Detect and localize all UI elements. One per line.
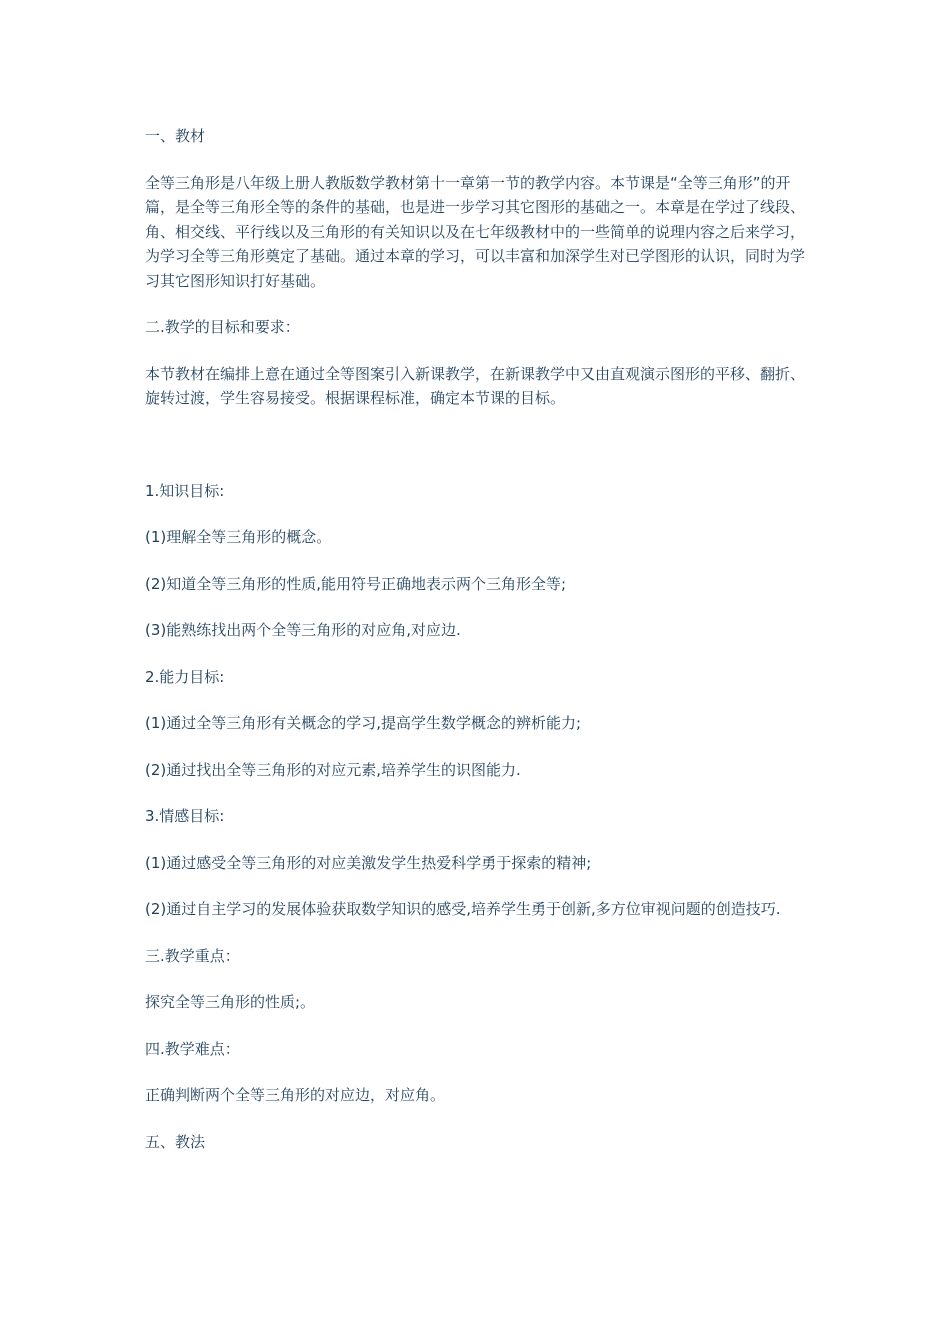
section-4-body: 正确判断两个全等三角形的对应边，对应角。 (145, 1086, 446, 1104)
section-4-title: 四.教学难点： (145, 1039, 240, 1058)
section-3-title: 三.教学重点： (145, 946, 240, 965)
goal-3-item: (1)通过感受全等三角形的对应美激发学生热爱科学勇于探索的精神; (145, 853, 592, 872)
goal-1-item: (3)能熟练找出两个全等三角形的对应角,对应边. (145, 621, 461, 639)
goal-3-item: (2)通过自主学习的发展体验获取数学知识的感受,培养学生勇于创新,多方位审视问题的创造技巧. (145, 900, 781, 918)
document-page (145, 124, 813, 1176)
section-5-title: 五、教法 (145, 1132, 206, 1151)
goal-1-item: (2)知道全等三角形的性质,能用符号正确地表示两个三角形全等; (145, 574, 567, 593)
section-1-body: 全等三角形是八年级上册人教版数学教材第十一章第一节的教学内容。本节课是“全等三角形”的开篇，是全等三角形全等的条件的基础，也是进一步学习其它图形的基础之一。本章是在学过了线段、角、相交线、平行线以及三角形的有关知识以及在七年级教材中的一些简单的说理内容之后来学习，为学习全等三角形奠定了基础。通过本章的学习，可以丰富和加深学生对已学图形的认识，同时为学习其它图形知识打好基础。 (145, 173, 806, 290)
goal-1-title: 1.知识目标: (145, 481, 225, 500)
section-2-title: 二.教学的目标和要求： (145, 318, 300, 336)
goal-2-item: (2)通过找出全等三角形的对应元素,培养学生的识图能力. (145, 760, 521, 779)
blank-space (145, 433, 813, 479)
section-3-body: 探究全等三角形的性质;。 (145, 993, 316, 1011)
goal-3-title: 3.情感目标: (145, 807, 225, 825)
section-1-title: 一、教材 (145, 127, 206, 145)
goal-2-item: (1)通过全等三角形有关概念的学习,提高学生数学概念的辨析能力; (145, 714, 582, 732)
goal-2-title: 2.能力目标: (145, 667, 225, 686)
section-2-body: 本节教材在编排上意在通过全等图案引入新课教学，在新课教学中又由直观演示图形的平移、翻折、旋转过渡，学生容易接受。根据课程标准，确定本节课的目标。 (145, 364, 806, 407)
goal-1-item: (1)理解全等三角形的概念。 (145, 528, 332, 546)
